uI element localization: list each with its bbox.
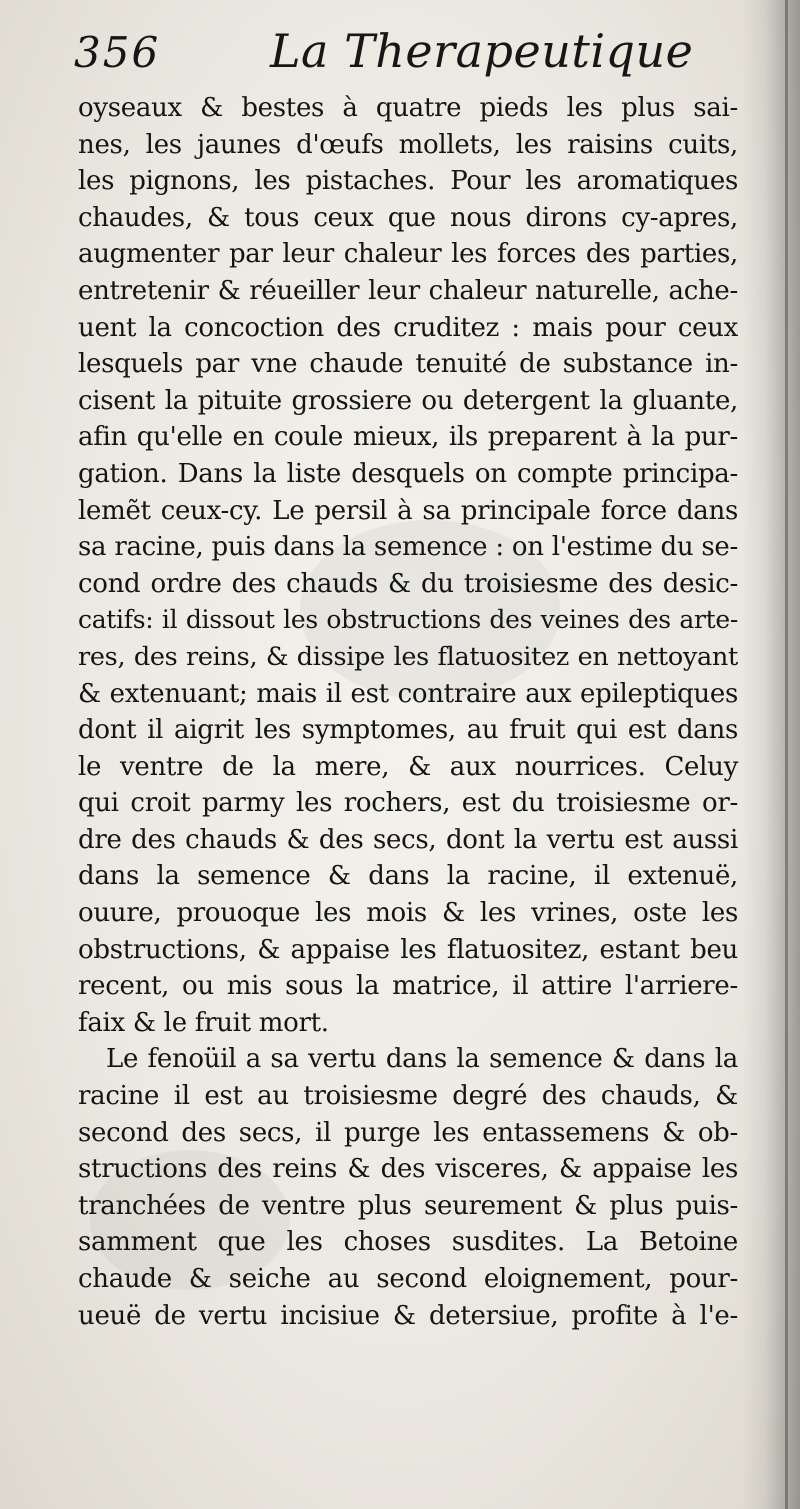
- text-line: cisent la pituite grossiere ou detergent la gluante,: [78, 385, 738, 416]
- text-line: obstructions, & appaise les flatuositez, estant beu: [78, 934, 738, 965]
- running-title: La Therapeutique: [270, 24, 694, 78]
- paragraph-1: [78, 90, 738, 1041]
- text-line: catifs: il dissout les obstructions des veines des arte-: [78, 605, 738, 635]
- text-line: samment que les choses susdites. La Betoine: [78, 1227, 738, 1258]
- text-line: chaude & seiche au second eloignement, pour-: [78, 1264, 738, 1294]
- text-line: uent la concoction des cruditez : mais pour ceux: [78, 312, 738, 343]
- page-header: [74, 18, 744, 88]
- text-line: dont il aigrit les symptomes, au fruit qui est dans: [78, 715, 738, 746]
- page-gutter-shadow: [742, 0, 800, 1509]
- text-line: recent, ou mis sous la matrice, il attire l'arriere-: [78, 971, 738, 1002]
- text-line: qui croit parmy les rochers, est du troisiesme or-: [78, 788, 738, 819]
- text-line: sa racine, puis dans la semence : on l'estime du se-: [78, 532, 738, 563]
- text-line: & extenuant; mais il est contraire aux epileptiques: [78, 678, 738, 709]
- text-line: lemẽt ceux-cy. Le persil à sa principale force dans: [78, 495, 738, 526]
- text-line: afin qu'elle en coule mieux, ils preparent à la pur-: [78, 422, 738, 453]
- text-line: gation. Dans la liste desquels on compte principa-: [78, 458, 738, 489]
- text-line: racine il est au troisiesme degré des chauds, &: [78, 1081, 738, 1112]
- text-line: oyseaux & bestes à quatre pieds les plus sai-: [78, 93, 738, 123]
- text-line: cond ordre des chauds & du troisiesme des desic-: [78, 568, 738, 599]
- text-line: lesquels par vne chaude tenuité de substance in-: [78, 349, 738, 380]
- text-line: le ventre de la mere, & aux nourrices. Celuy: [78, 751, 738, 782]
- text-line: ueuë de vertu incisiue & detersiue, profite à l'e-: [78, 1300, 738, 1331]
- text-line: entretenir & réueiller leur chaleur naturelle, ache-: [78, 275, 738, 306]
- text-line: faix & le fruit mort.: [78, 1007, 329, 1038]
- text-line: chaudes, & tous ceux que nous dirons cy-apres,: [78, 202, 738, 233]
- text-line: nes, les jaunes d'œufs mollets, les raisins cuits,: [78, 129, 738, 160]
- text-line: res, des reins, & dissipe les flatuositez en nettoyant: [78, 641, 738, 672]
- page-number: 356: [74, 28, 161, 77]
- text-line: ouure, prouoque les mois & les vrines, oste les: [78, 898, 738, 929]
- text-line: dans la semence & dans la racine, il extenuë,: [78, 861, 738, 892]
- text-line: les pignons, les pistaches. Pour les aromatiques: [78, 166, 738, 197]
- paragraph-2: [78, 1041, 738, 1334]
- text-line: Le fenoüil a sa vertu dans la semence & dans la: [106, 1044, 738, 1075]
- text-line: second des secs, il purge les entassemens & ob-: [78, 1117, 738, 1148]
- text-line: dre des chauds & des secs, dont la vertu est aussi: [78, 824, 738, 855]
- text-line: structions des reins & des visceres, & appaise les: [78, 1154, 738, 1185]
- page-edge-line: [785, 0, 788, 1509]
- text-line: augmenter par leur chaleur les forces des parties,: [78, 239, 738, 270]
- body-text: [78, 90, 738, 1334]
- text-line: tranchées de ventre plus seurement & plus puis-: [78, 1190, 738, 1221]
